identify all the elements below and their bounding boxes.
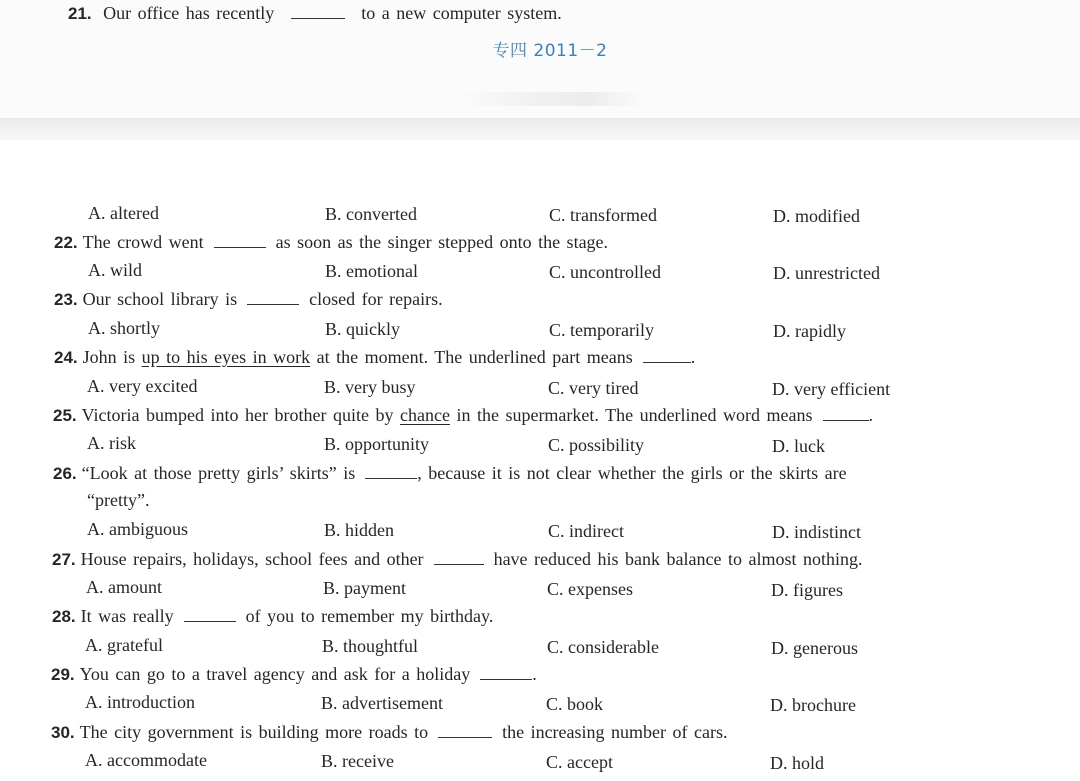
question-text: closed for repairs. [309, 289, 443, 309]
question-text: Victoria bumped into her brother quite by [81, 405, 394, 425]
option-d: D. luck [772, 436, 825, 456]
option-b: B. receive [321, 751, 394, 771]
option-a: A. grateful [85, 635, 163, 655]
option-a: A. shortly [88, 318, 160, 338]
question-period: . [532, 664, 537, 684]
question-text: You can go to a travel agency and ask for a holiday [79, 664, 471, 684]
option-b: B. thoughtful [322, 636, 419, 656]
option-b: B. hidden [324, 520, 394, 540]
question-number: 26. [53, 464, 77, 483]
question-page [0, 140, 1080, 781]
question-text: The city government is building more roads to [79, 722, 429, 742]
option-d: D. rapidly [773, 321, 846, 341]
question-text: House repairs, holidays, school fees and other [80, 549, 424, 569]
question-text: in the supermarket. The underlined word means [456, 405, 813, 425]
question-21 [68, 2, 562, 25]
option-a: A. introduction [85, 692, 195, 712]
question-text: John is [82, 347, 136, 367]
option-b: B. advertisement [321, 693, 443, 713]
option-b: B. opportunity [324, 434, 430, 454]
question-text: the increasing number of cars. [502, 722, 728, 742]
question-number: 21. [68, 4, 92, 23]
answer-blank [438, 723, 492, 738]
question-number: 23. [54, 290, 78, 309]
question-number: 29. [51, 665, 75, 684]
question-number: 30. [51, 723, 75, 742]
option-a: A. ambiguous [87, 519, 188, 539]
question-26 [53, 462, 847, 485]
question-text: have reduced his bank balance to almost nothing. [493, 549, 863, 569]
question-text: The crowd went [82, 232, 204, 252]
question-text: as soon as the singer stepped onto the stage. [275, 232, 609, 252]
top-page-fragment [0, 0, 1080, 118]
option-a: A. amount [86, 577, 162, 597]
underlined-phrase: up to his eyes in work [141, 347, 311, 367]
option-c: C. transformed [549, 205, 657, 225]
question-28 [52, 605, 493, 628]
question-29 [51, 663, 537, 686]
question-22 [54, 231, 608, 254]
option-a: A. altered [88, 203, 159, 223]
question-number: 28. [52, 607, 76, 626]
option-c: C. uncontrolled [549, 262, 661, 282]
answer-blank [480, 665, 532, 680]
answer-blank [643, 348, 691, 363]
option-a: A. very excited [87, 376, 198, 396]
question-period: . [690, 347, 696, 367]
question-24 [54, 346, 695, 369]
option-c: C. very tired [548, 378, 639, 398]
option-c: C. indirect [548, 521, 624, 541]
question-text: at the moment. The underlined part means [316, 347, 633, 367]
answer-blank [823, 406, 869, 421]
option-d: D. generous [771, 638, 858, 658]
question-text: to a new computer system. [361, 3, 562, 23]
option-c: C. book [546, 694, 604, 714]
question-text: It was really [80, 606, 174, 626]
option-d: D. figures [771, 580, 843, 600]
option-d: D. unrestricted [773, 263, 880, 283]
option-c: C. considerable [547, 637, 659, 657]
exam-source-label: 专四 2011－2 [492, 41, 608, 61]
option-b: B. quickly [325, 319, 400, 339]
option-b: B. converted [325, 204, 417, 224]
option-a: A. risk [87, 433, 136, 453]
option-b: B. emotional [325, 261, 418, 281]
option-b: B. very busy [324, 377, 416, 397]
underlined-word: chance [399, 405, 450, 425]
page-separator [0, 118, 1080, 140]
option-c: C. accept [546, 752, 613, 772]
question-26-continuation: “pretty”. [87, 490, 150, 510]
answer-blank [365, 464, 417, 479]
question-25 [53, 404, 873, 427]
answer-blank [214, 233, 266, 248]
question-text: , because it is not clear whether the girls or the skirts are [417, 463, 847, 483]
question-text: Our office has recently [103, 3, 275, 23]
question-period: . [868, 405, 874, 425]
answer-blank [247, 290, 299, 305]
option-c: C. possibility [548, 435, 645, 455]
option-a: A. accommodate [85, 750, 207, 770]
answer-blank [291, 4, 345, 19]
option-b: B. payment [323, 578, 406, 598]
option-d: D. very efficient [772, 379, 891, 399]
question-text: of you to remember my birthday. [245, 606, 494, 626]
scan-smudge [455, 92, 645, 106]
option-c: C. temporarily [549, 320, 654, 340]
option-d: D. brochure [770, 695, 856, 715]
answer-blank [184, 607, 236, 622]
question-number: 22. [54, 233, 78, 252]
question-text: “Look at those pretty girls’ skirts” is [81, 463, 356, 483]
option-d: D. modified [773, 206, 860, 226]
question-27 [52, 548, 862, 571]
question-number: 27. [52, 550, 76, 569]
question-23 [54, 288, 443, 311]
question-30 [51, 721, 728, 744]
answer-blank [434, 550, 484, 565]
question-text: Our school library is [82, 289, 238, 309]
option-d: D. indistinct [772, 522, 861, 542]
option-c: C. expenses [547, 579, 633, 599]
option-d: D. hold [770, 753, 824, 773]
question-number: 24. [54, 348, 78, 367]
question-number: 25. [53, 406, 77, 425]
option-a: A. wild [88, 260, 142, 280]
